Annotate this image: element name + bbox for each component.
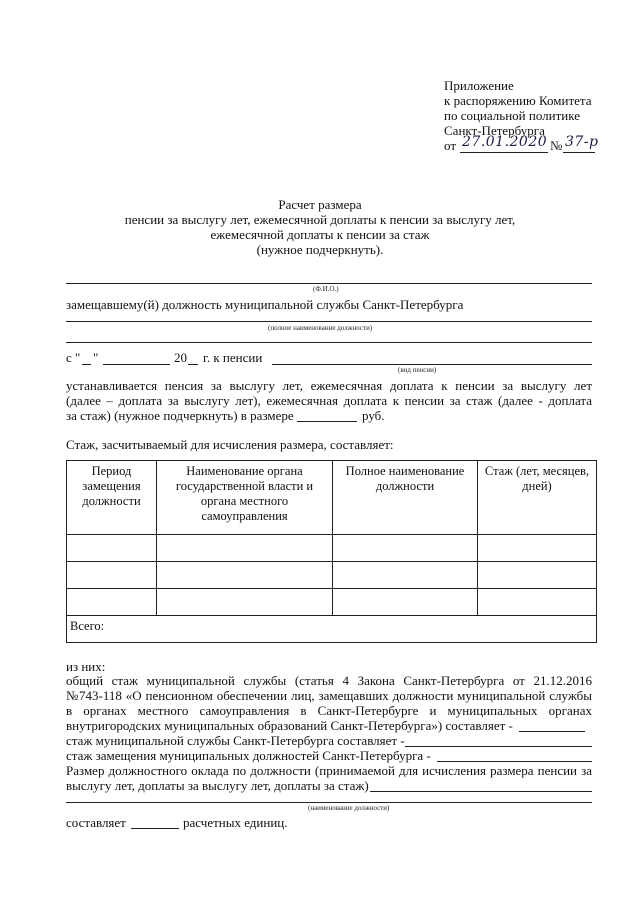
- of-them-line-6: стаж замещения муниципальных должностей Санкт-Петербурга -: [66, 748, 431, 763]
- stazh-table: [66, 460, 597, 643]
- final-part-1: составляет: [66, 815, 126, 830]
- table-cell[interactable]: [478, 589, 597, 616]
- table-cell[interactable]: [67, 562, 157, 589]
- appendix-date-handwritten: 27.01.2020: [462, 134, 548, 150]
- title-line-3: ежемесячной доплаты к пенсии за стаж: [210, 227, 430, 242]
- date-underline: [460, 152, 548, 153]
- naming-field-line[interactable]: [66, 802, 592, 803]
- header-period: Период замещения должности: [67, 461, 157, 535]
- date-year-field[interactable]: [188, 364, 198, 365]
- of-them-line-1: общий стаж муниципальной службы (статья 4 Закона Санкт-Петербурга от 21.12.2016: [66, 673, 592, 688]
- appendix-number-handwritten: 37-р: [565, 134, 599, 150]
- title-line-4: (нужное подчеркнуть).: [256, 242, 384, 257]
- of-them-line-8: выслугу лет, доплаты за выслугу лет, доплаты за стаж): [66, 778, 369, 793]
- table-cell[interactable]: [333, 562, 478, 589]
- establish-line-3b: руб.: [362, 408, 385, 423]
- fio-field-line[interactable]: [66, 283, 592, 284]
- stazh-intro: Стаж, засчитываемый для исчисления размера, составляет:: [66, 437, 394, 452]
- date-year-prefix: 20: [174, 350, 187, 365]
- number-underline: [563, 152, 595, 153]
- date-quote-open: с ": [66, 350, 81, 365]
- of-them-line-4: внутригородских муниципальных образований Санкт-Петербурга») составляет -: [66, 718, 513, 733]
- municipal-positions-field[interactable]: [437, 761, 592, 762]
- fio-caption: (Ф.И.О.): [313, 285, 339, 293]
- table-cell[interactable]: [67, 589, 157, 616]
- appendix-line-3: по социальной политике: [444, 108, 580, 123]
- appendix-number-label: №: [550, 138, 563, 153]
- table-cell[interactable]: [157, 589, 333, 616]
- of-them-line-3: в органах местного самоуправления в Санкт-Петербурге и муниципальных органах: [66, 703, 592, 718]
- date-day-field[interactable]: [82, 364, 91, 365]
- amount-field[interactable]: [297, 421, 357, 422]
- position-field-line[interactable]: [66, 321, 592, 322]
- pension-type-field[interactable]: [272, 364, 592, 365]
- appendix-from-label: от: [444, 138, 457, 153]
- naming-caption: (наименование должности): [308, 804, 390, 812]
- table-row[interactable]: [67, 535, 597, 562]
- salary-field[interactable]: [370, 791, 592, 792]
- table-row[interactable]: [67, 589, 597, 616]
- date-suffix: г. к пенсии: [203, 350, 263, 365]
- establish-line-2: (далее – доплата за выслугу лет), ежемесячная доплата к пенсии за стаж (далее - доплата: [66, 393, 592, 408]
- table-cell[interactable]: [333, 535, 478, 562]
- table-cell[interactable]: [478, 535, 597, 562]
- date-month-field[interactable]: [103, 364, 170, 365]
- of-them-line-7: Размер должностного оклада по должности (принимаемой для исчисления размера пенсии за: [66, 763, 592, 778]
- of-them-line-2: №743-118 «О пенсионном обеспечении лиц, замещавших должности муниципальной службы: [66, 688, 592, 703]
- municipal-stazh-field[interactable]: [405, 746, 592, 747]
- of-them-label: из них:: [66, 659, 106, 674]
- table-cell[interactable]: [478, 562, 597, 589]
- table-header-row: [67, 461, 597, 535]
- position-field-line-2[interactable]: [66, 342, 592, 343]
- appendix-line-1: Приложение: [444, 78, 514, 93]
- date-quote-close: ": [93, 350, 99, 365]
- header-stazh: Стаж (лет, месяцев, дней): [478, 461, 597, 535]
- of-them-line-5: стаж муниципальной службы Санкт-Петербурга составляет -: [66, 733, 405, 748]
- position-text: замещавшему(й) должность муниципальной службы Санкт-Петербурга: [66, 297, 464, 312]
- header-position: Полное наименование должности: [333, 461, 478, 535]
- header-organ: Наименование органа государственной власти и органа местного самоуправления: [157, 461, 333, 535]
- title-line-1: Расчет размера: [278, 197, 362, 212]
- table-cell[interactable]: [157, 562, 333, 589]
- title-line-2: пенсии за выслугу лет, ежемесячной доплаты к пенсии за выслугу лет,: [124, 212, 516, 227]
- final-part-2: расчетных единиц.: [183, 815, 288, 830]
- table-cell[interactable]: [157, 535, 333, 562]
- appendix-line-4: Санкт-Петербурга: [444, 123, 545, 138]
- pension-caption: (вид пенсии): [398, 366, 437, 374]
- total-stazh-field[interactable]: [519, 731, 585, 732]
- position-caption: (полное наименование должности): [268, 324, 373, 332]
- establish-line-1: устанавливается пенсия за выслугу лет, ежемесячная доплата к пенсии за выслугу лет: [66, 378, 592, 393]
- appendix-line-2: к распоряжению Комитета: [444, 93, 592, 108]
- table-row[interactable]: [67, 562, 597, 589]
- table-cell[interactable]: [67, 535, 157, 562]
- table-total-row: [67, 616, 597, 643]
- units-field[interactable]: [131, 828, 179, 829]
- total-label: Всего:: [67, 616, 597, 643]
- table-cell[interactable]: [333, 589, 478, 616]
- establish-line-3a: за стаж) (нужное подчеркнуть) в размере: [66, 408, 294, 423]
